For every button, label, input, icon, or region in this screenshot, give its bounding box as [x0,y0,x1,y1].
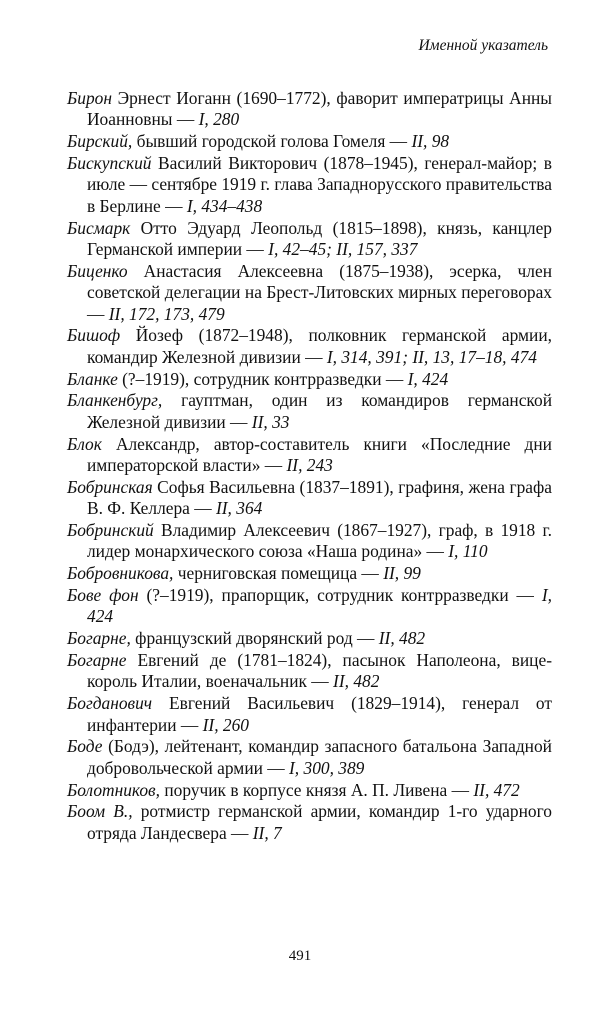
index-entry [67,585,552,628]
entry-page-refs: II, 7 [252,822,282,843]
entry-description: Василий Викторович (1878–1945), генерал-майор; в июле — сентябре 1919 г. глава Западнорусского правительства в Берлине — [87,153,552,216]
entry-page-refs: II, 482 [333,671,380,692]
index-entry [67,325,552,368]
entry-name: Бирский, [67,131,133,152]
entry-description: (?–1919), прапорщик, сотрудник контрразведки — [138,585,542,606]
entry-description: бывший городской голова Гомеля — [132,131,412,152]
entry-page-refs: I, 424 [87,585,552,627]
index-entry [67,153,552,217]
running-head: Именной указатель [418,37,548,54]
entry-description: Александр, автор-составитель книги «Последние дни императорской власти» — [87,433,552,476]
entry-description: Евгений Васильевич (1829–1914), генерал от инфантерии — [87,693,552,735]
entry-name: Бове фон [67,585,139,606]
entry-description: Анастасия Алексеевна (1875–1938), эсерка, член советской делегации на Брест-Литовских мирных переговорах — [87,260,552,324]
index-entry [67,520,552,563]
entry-name: Боде [67,736,103,757]
entry-name: Богарне, [67,628,131,649]
entry-page-refs: II, 364 [215,498,263,519]
entry-name: Боом В., [67,801,133,822]
entry-description: Евгений де (1781–1824), пасынок Наполеона, вице-король Италии, военачальник — [87,650,552,692]
entry-name: Бирон [67,88,112,108]
entry-page-refs: II, 172, 173, 479 [108,303,225,324]
index-entry [67,736,552,779]
entry-description: французский дворянский род — [130,628,379,649]
entry-description: Софья Васильевна (1837–1891), графиня, жена графа В. Ф. Келлера — [87,476,552,519]
entry-description: Эрнест Иоганн (1690–1772), фаворит императрицы Анны Иоанновны — [87,88,552,130]
index-entry [67,390,552,433]
entry-page-refs: I, 110 [448,541,488,562]
entry-page-refs: II, 33 [251,411,290,432]
entry-name: Богарне [67,650,127,671]
entry-description: поручик в корпусе князя А. П. Ливена — [159,779,474,800]
entry-name: Бискупский [67,153,152,173]
entry-name: Бобринская [67,476,153,497]
index-entry [67,261,552,325]
index-entry [67,131,552,152]
entry-name: Блок [67,433,102,454]
entry-page-refs: I, 314, 391; II, 13, 17–18, 474 [326,346,537,367]
entry-page-refs: I, 434–438 [186,195,263,216]
index-entry [67,628,552,649]
entry-page-refs: II, 482 [378,628,426,649]
entry-page-refs: I, 300, 389 [289,757,365,778]
entry-description: (?–1919), сотрудник контрразведки — [117,368,408,389]
entry-name: Бланкенбург, [67,390,163,411]
index-entry [67,650,552,693]
entry-name: Бисмарк [67,217,131,238]
entry-description: Отто Эдуард Леопольд (1815–1898), князь, канцлер Германской империи — [87,217,552,260]
entry-page-refs: II, 99 [383,563,421,584]
entry-description: ротмистр германской армии, командир 1-го ударного отряда Ландесвера — [87,801,552,843]
entry-description: черниговская помещица — [173,563,384,584]
entry-page-refs: I, 42–45; II, 157, 337 [268,239,418,260]
entry-page-refs: I, 280 [198,109,240,130]
index-entry [67,780,552,801]
entry-name: Бланке [67,368,118,389]
entry-name: Богданович [67,693,153,714]
page-number: 491 [288,948,312,964]
index-entry [67,369,552,390]
entry-description: (Бодэ), лейтенант, командир запасного батальона Западной добровольческой армии — [87,736,552,778]
index-entry [67,88,552,131]
entry-name: Бобринский [67,520,154,541]
index-entry [67,218,552,261]
entry-description: Йозеф (1872–1948), полковник германской армии, командир Железной дивизии — [87,325,552,367]
entry-description: Владимир Алексеевич (1867–1927), граф, в 1918 г. лидер монархического союза «Наша родина» — [87,520,552,562]
entry-page-refs: I, 424 [407,368,449,389]
entry-name: Биценко [67,260,128,281]
index-entry [67,563,552,584]
entry-name: Болотников, [67,779,160,800]
entry-page-refs: II, 260 [202,714,249,735]
index-entry [67,693,552,736]
index-entry [67,434,552,477]
index-entry [67,801,552,844]
entry-description: гауптман, один из командиров германской Железной дивизии — [87,390,552,432]
index-entry [67,477,552,520]
index-entries [67,88,552,845]
entry-page-refs: II, 243 [286,455,333,476]
entry-page-refs: II, 98 [411,131,450,152]
entry-name: Бобровникова, [67,563,174,584]
entry-page-refs: II, 472 [473,779,520,800]
entry-name: Бишоф [67,325,121,346]
